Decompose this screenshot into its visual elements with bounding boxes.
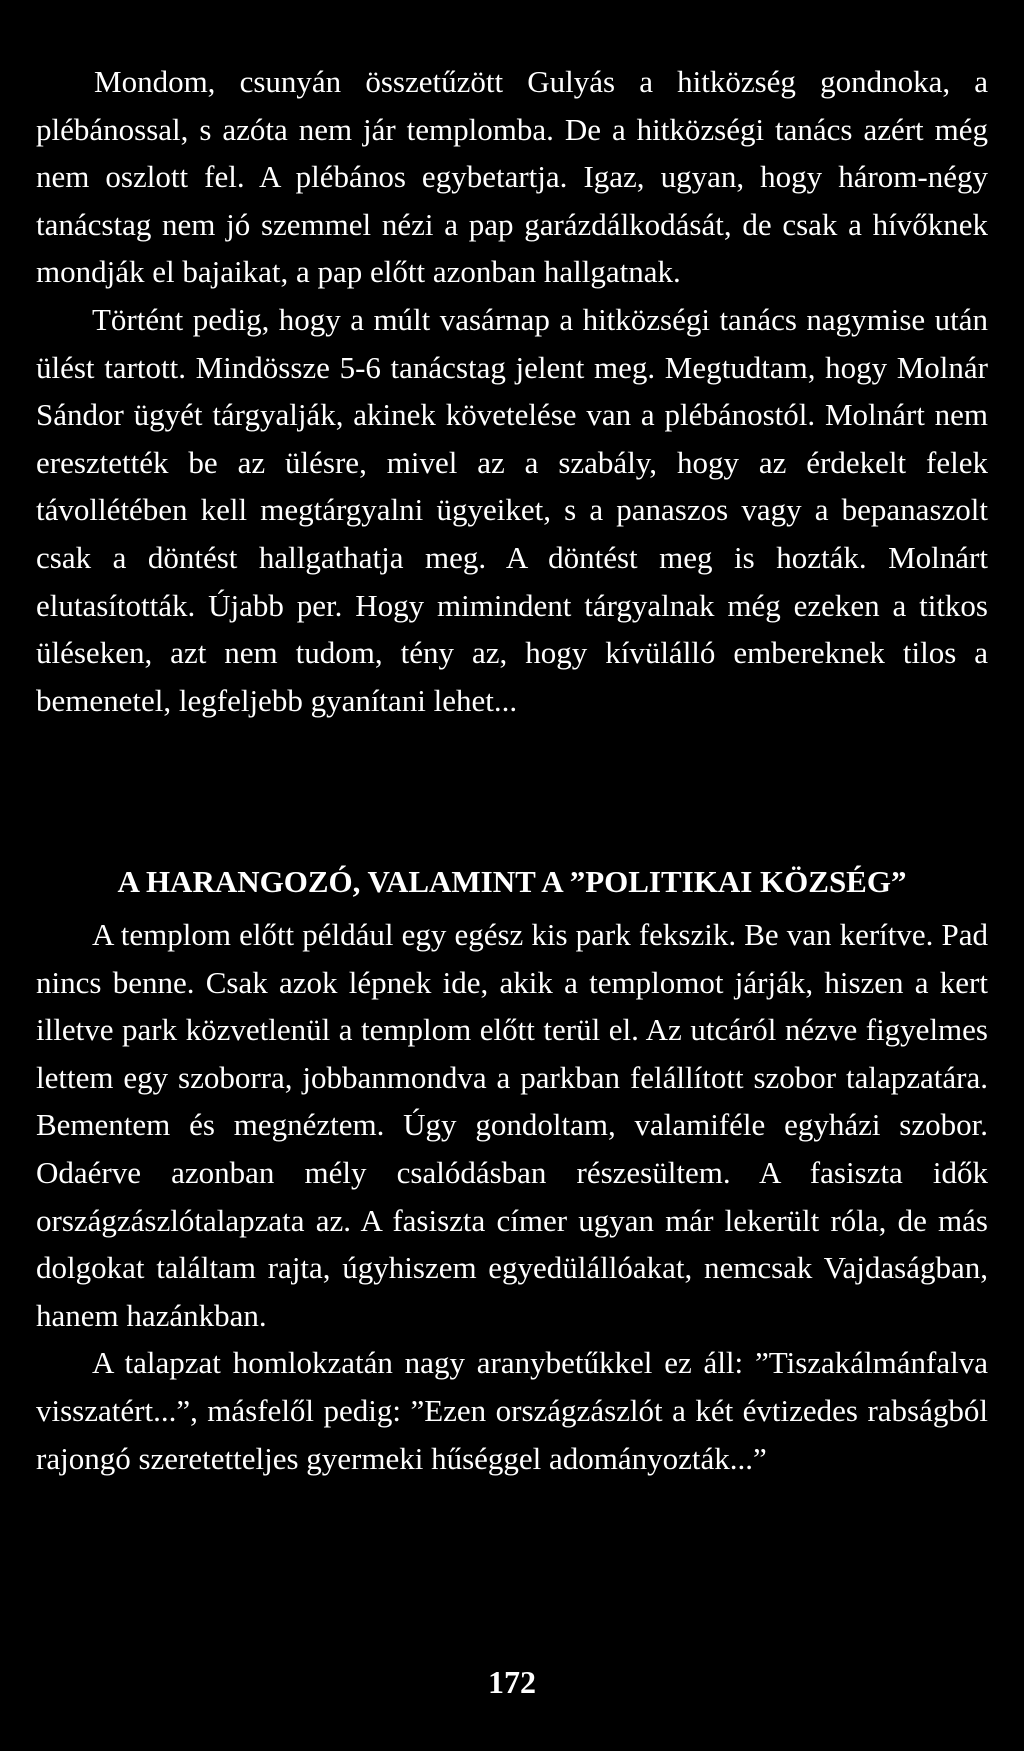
body-text-section-2 bbox=[36, 911, 988, 1482]
section-heading: A HARANGOZÓ, VALAMINT A ”POLITIKAI KÖZSÉG” bbox=[117, 864, 907, 899]
paragraph: Történt pedig, hogy a múlt vasárnap a hitközségi tanács nagymise után ülést tartott. Mindössze 5-6 tanácstag jelent meg. Megtudtam, hogy Molnár Sándor ügyét tárgyalják, akinek követelése van a plébánostól. Molnárt nem eresztették be az ülésre, mivel az a szabály, hogy az érdekelt felek távollétében kell megtárgyalni ügyeiket, s a panaszos vagy a bepanaszolt csak a döntést hallgathatja meg. A döntést meg is hozták. Molnárt elutasították. Újabb per. Hogy mimindent tárgyalnak még ezeken a titkos üléseken, azt nem tudom, tény az, hogy kívülálló embereknek tilos a bemenetel, legfeljebb gyanítani lehet... bbox=[36, 301, 988, 718]
body-text-section-1 bbox=[36, 58, 988, 724]
page-number: 172 bbox=[488, 1664, 536, 1700]
paragraph: A templom előtt például egy egész kis park fekszik. Be van kerítve. Pad nincs benne. Csak azok lépnek ide, akik a templomot járják, hiszen a kert illetve park közvetlenül a templom előtt terül el. Az utcáról nézve figyelmes lettem egy szoborra, jobbanmondva a parkban felállított szobor talapzatára. Bementem és megnéztem. Úgy gondoltam, valamiféle egyházi szobor. Odaérve azonban mély csalódásban részesültem. A fasiszta idők országzászlótalapzata az. A fasiszta címer ugyan már lekerült róla, de más dolgokat találtam rajta, úgyhiszem egyedülállóakat, nemcsak Vajdaságban, hanem hazánkban. bbox=[36, 917, 988, 1333]
paragraph: A talapzat homlokzatán nagy aranybetűkkel ez áll: ”Tiszakálmánfalva visszatért...”, másfelől pedig: ”Ezen országzászlót a két évtizedes rabságból rajongó szeretetteljes gyermeki hűséggel adományozták...” bbox=[36, 1345, 988, 1476]
paragraph: Mondom, csunyán összetűzött Gulyás a hitközség gondnoka, a plébánossal, s azóta nem jár templomba. De a hitközségi tanács azért még nem oszlott fel. A plébános egybetartja. Igaz, ugyan, hogy három-négy tanácstag nem jó szemmel nézi a pap garázdálkodását, de csak a hívőknek mondják el bajaikat, a pap előtt azonban hallgatnak. bbox=[36, 64, 988, 290]
